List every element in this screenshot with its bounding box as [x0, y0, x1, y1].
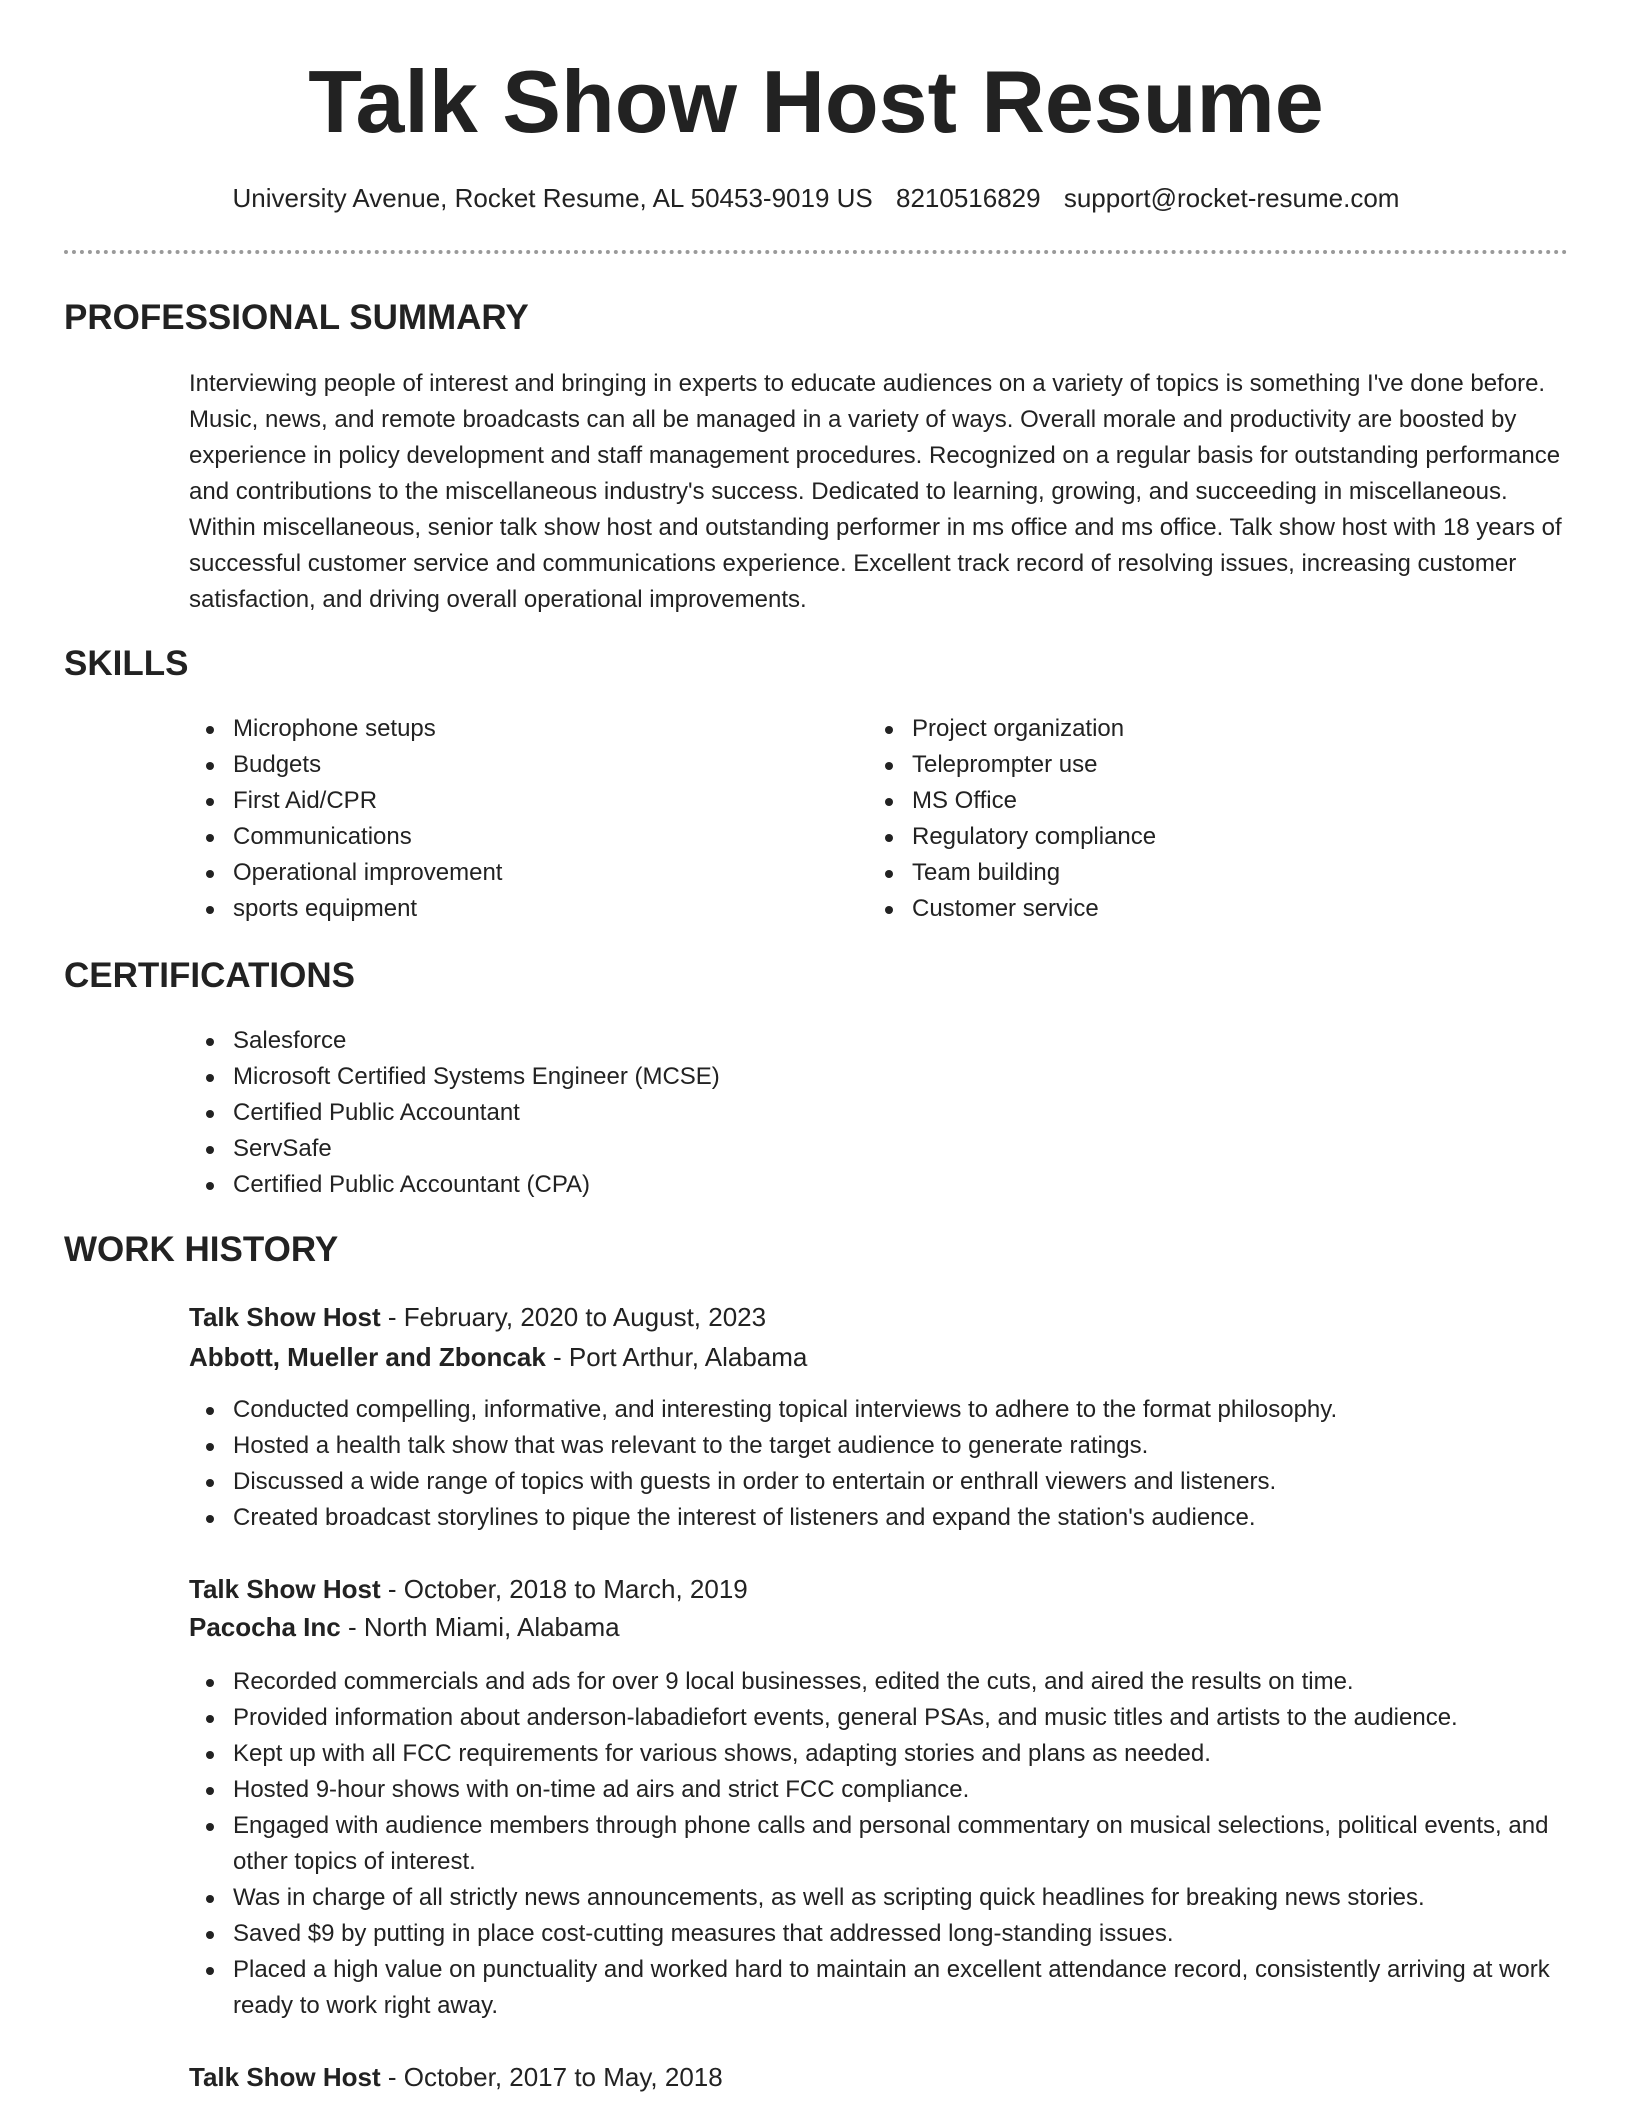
- skills-list-left: [189, 711, 789, 927]
- job-location: - Port Arthur, Alabama: [545, 1342, 808, 1372]
- skill-item: Microphone setups: [189, 711, 789, 747]
- certification-item: Microsoft Certified Systems Engineer (MCSE): [189, 1059, 1189, 1095]
- job-bullet: Conducted compelling, informative, and interesting topical interviews to adhere to the format philosophy.: [189, 1392, 1569, 1428]
- certification-item: Certified Public Accountant (CPA): [189, 1167, 1189, 1203]
- skill-item: Customer service: [868, 891, 1468, 927]
- job-bullet: Was in charge of all strictly news announcements, as well as scripting quick headlines for breaking news stories.: [189, 1880, 1569, 1916]
- job-bullet: Kept up with all FCC requirements for various shows, adapting stories and plans as needed.: [189, 1736, 1569, 1772]
- job-bullet: Hosted 9-hour shows with on-time ad airs and strict FCC compliance.: [189, 1772, 1569, 1808]
- job-bullet: Saved $9 by putting in place cost-cutting measures that addressed long-standing issues.: [189, 1916, 1569, 1952]
- skill-item: MS Office: [868, 783, 1468, 819]
- skill-item: Operational improvement: [189, 855, 789, 891]
- skill-item: Team building: [868, 855, 1468, 891]
- contact-address: University Avenue, Rocket Resume, AL 50453-9019 US: [232, 183, 873, 213]
- skill-item: Regulatory compliance: [868, 819, 1468, 855]
- certification-item: Salesforce: [189, 1023, 1189, 1059]
- job-role: Talk Show Host: [189, 2062, 381, 2092]
- job-dates: - February, 2020 to August, 2023: [380, 1302, 767, 1332]
- job-bullet: Recorded commercials and ads for over 9 local businesses, edited the cuts, and aired the results on time.: [189, 1664, 1569, 1700]
- job-title-line: [189, 1298, 766, 1336]
- contact-phone: 8210516829: [896, 183, 1041, 213]
- skill-item: Project organization: [868, 711, 1468, 747]
- job-bullet: Discussed a wide range of topics with guests in order to entertain or enthrall viewers and listeners.: [189, 1464, 1569, 1500]
- job-title-line: [189, 1570, 748, 1608]
- skills-list-right: [868, 711, 1468, 927]
- job-role: Talk Show Host: [189, 1302, 381, 1332]
- job-bullets: [189, 1664, 1569, 2024]
- header-divider: [64, 250, 1568, 254]
- job-dates: - October, 2018 to March, 2019: [380, 1574, 748, 1604]
- job-location: - North Miami, Alabama: [340, 1612, 620, 1642]
- job-bullet: Provided information about anderson-labadiefort events, general PSAs, and music titles and artists to the audience.: [189, 1700, 1569, 1736]
- job-role: Talk Show Host: [189, 1574, 381, 1604]
- job-company-line: [189, 1338, 807, 1376]
- certification-item: Certified Public Accountant: [189, 1095, 1189, 1131]
- skill-item: Communications: [189, 819, 789, 855]
- work-history-heading: WORK HISTORY: [64, 1230, 339, 1269]
- summary-text: Interviewing people of interest and bringing in experts to educate audiences on a variety of topics is something I've done before. Music, news, and remote broadcasts can all be managed in a variety of ways. Overall morale and productivity are boosted by experience in policy development and staff management procedures. Recognized on a regular basis for outstanding performance and contributions to the miscellaneous industry's success. Dedicated to learning, growing, and succeeding in miscellaneous. Within miscellaneous, senior talk show host and outstanding performer in ms office and ms office. Talk show host with 18 years of successful customer service and communications experience. Excellent track record of resolving issues, increasing customer satisfaction, and driving overall operational improvements.: [189, 370, 1562, 613]
- job-bullet: Hosted a health talk show that was relevant to the target audience to generate ratings.: [189, 1428, 1569, 1464]
- skills-heading: SKILLS: [64, 644, 189, 683]
- certifications-list: [189, 1023, 1189, 1203]
- skill-item: Teleprompter use: [868, 747, 1468, 783]
- job-company: Abbott, Mueller and Zboncak: [189, 1342, 546, 1372]
- contact-email: support@rocket-resume.com: [1063, 183, 1400, 213]
- summary-heading: PROFESSIONAL SUMMARY: [64, 298, 529, 337]
- certification-item: ServSafe: [189, 1131, 1189, 1167]
- job-company: Pacocha Inc: [189, 1612, 341, 1642]
- job-bullets: [189, 1392, 1569, 1536]
- job-title-line: [189, 2058, 723, 2096]
- resume-title: Talk Show Host Resume: [308, 52, 1324, 151]
- skill-item: sports equipment: [189, 891, 789, 927]
- contact-line: [0, 178, 1632, 218]
- job-company-line: [189, 1608, 620, 1646]
- certifications-heading: CERTIFICATIONS: [64, 956, 356, 995]
- job-dates: - October, 2017 to May, 2018: [380, 2062, 723, 2092]
- skill-item: Budgets: [189, 747, 789, 783]
- job-bullet: Created broadcast storylines to pique the interest of listeners and expand the station's audience.: [189, 1500, 1569, 1536]
- job-bullet: Engaged with audience members through phone calls and personal commentary on musical selections, political events, and other topics of interest.: [189, 1808, 1569, 1880]
- job-bullet: Placed a high value on punctuality and worked hard to maintain an excellent attendance record, consistently arriving at work ready to work right away.: [189, 1952, 1569, 2024]
- skill-item: First Aid/CPR: [189, 783, 789, 819]
